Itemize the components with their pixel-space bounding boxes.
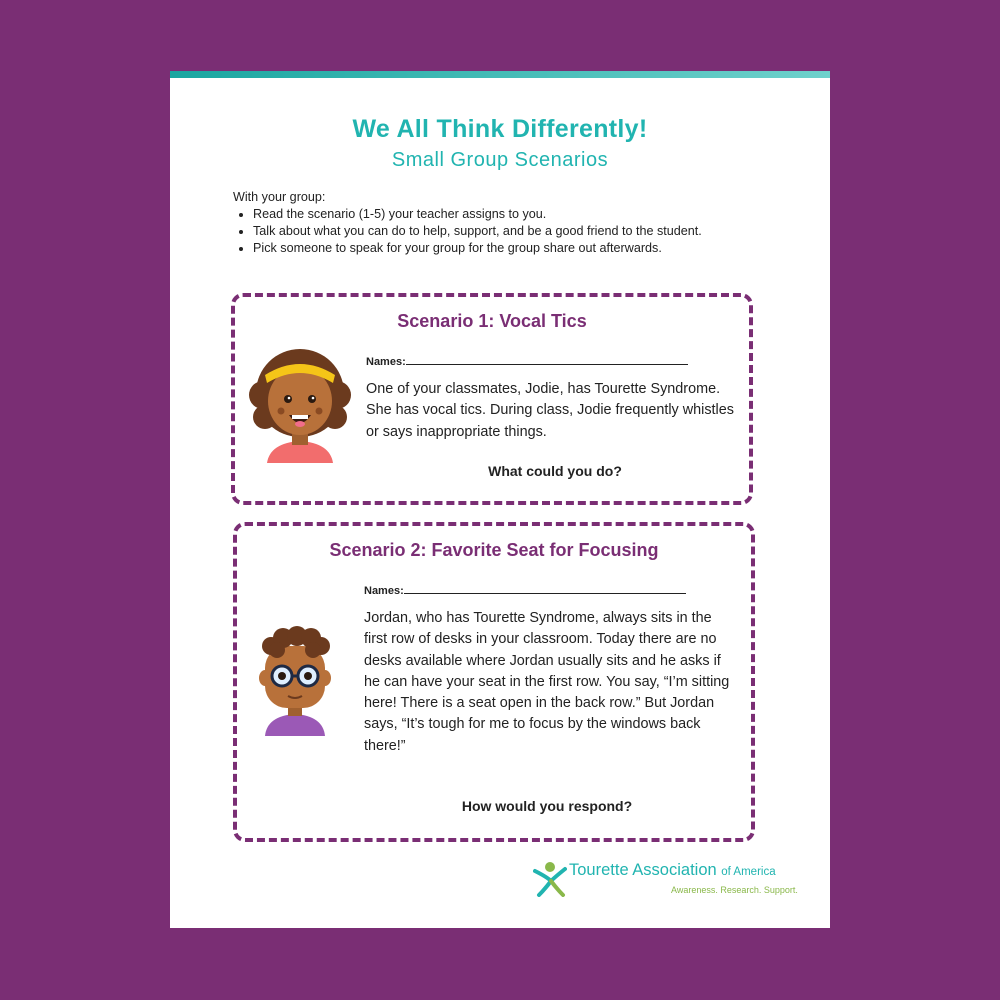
list-item: • Pick someone to speak for your group for the group share out afterwards. xyxy=(253,240,753,257)
logo-name-suffix: of America xyxy=(721,866,776,878)
names-label: Names: xyxy=(364,585,404,597)
names-line xyxy=(406,353,688,365)
worksheet-page xyxy=(170,71,830,928)
instructions-list xyxy=(233,206,753,257)
logo-name-main: Tourette Association xyxy=(569,861,717,879)
tourette-association-logo xyxy=(533,859,813,899)
page-title: We All Think Differently! xyxy=(352,115,648,143)
names-field xyxy=(364,582,686,597)
names-field xyxy=(366,353,688,368)
instructions-lead: With your group: xyxy=(233,190,326,204)
scenario-card-1 xyxy=(231,293,753,505)
scenario-question: What could you do? xyxy=(488,463,622,479)
boy-avatar-icon xyxy=(255,624,335,736)
list-item: • Talk about what you can do to help, support, and be a good friend to the student. xyxy=(253,223,753,240)
girl-avatar-icon xyxy=(245,345,355,463)
person-logo-icon xyxy=(533,861,567,897)
scenario-question: How would you respond? xyxy=(461,798,633,814)
logo-tagline: Awareness. Research. Support. xyxy=(671,885,798,895)
scenario-card-2 xyxy=(233,522,755,842)
instructions xyxy=(233,189,753,257)
list-item: • Read the scenario (1-5) your teacher assigns to you. xyxy=(253,206,753,223)
top-accent-bar xyxy=(170,71,830,78)
scenario-title: Scenario 2: Favorite Seat for Focusing xyxy=(329,540,659,560)
page-subtitle: Small Group Scenarios xyxy=(391,149,609,171)
scenario-text: Jordan, who has Tourette Syndrome, always sits in the first row of desks in your classroom. Today there are no desks available where Jordan usually sits and he asks if he can have your seat in the first row. You say, “I’m sitting here! There is a seat open in the back row.” But Jordan says, “It’s tough for me to focus by the windows back there!” xyxy=(364,610,730,754)
scenario-text: One of your classmates, Jodie, has Tourette Syndrome. She has vocal tics. During class, Jodie frequently whistles or says inappropriate things. xyxy=(366,381,734,440)
names-label: Names: xyxy=(366,356,406,368)
logo-name xyxy=(569,861,776,880)
scenario-title: Scenario 1: Vocal Tics xyxy=(397,311,587,331)
names-line xyxy=(404,582,686,594)
